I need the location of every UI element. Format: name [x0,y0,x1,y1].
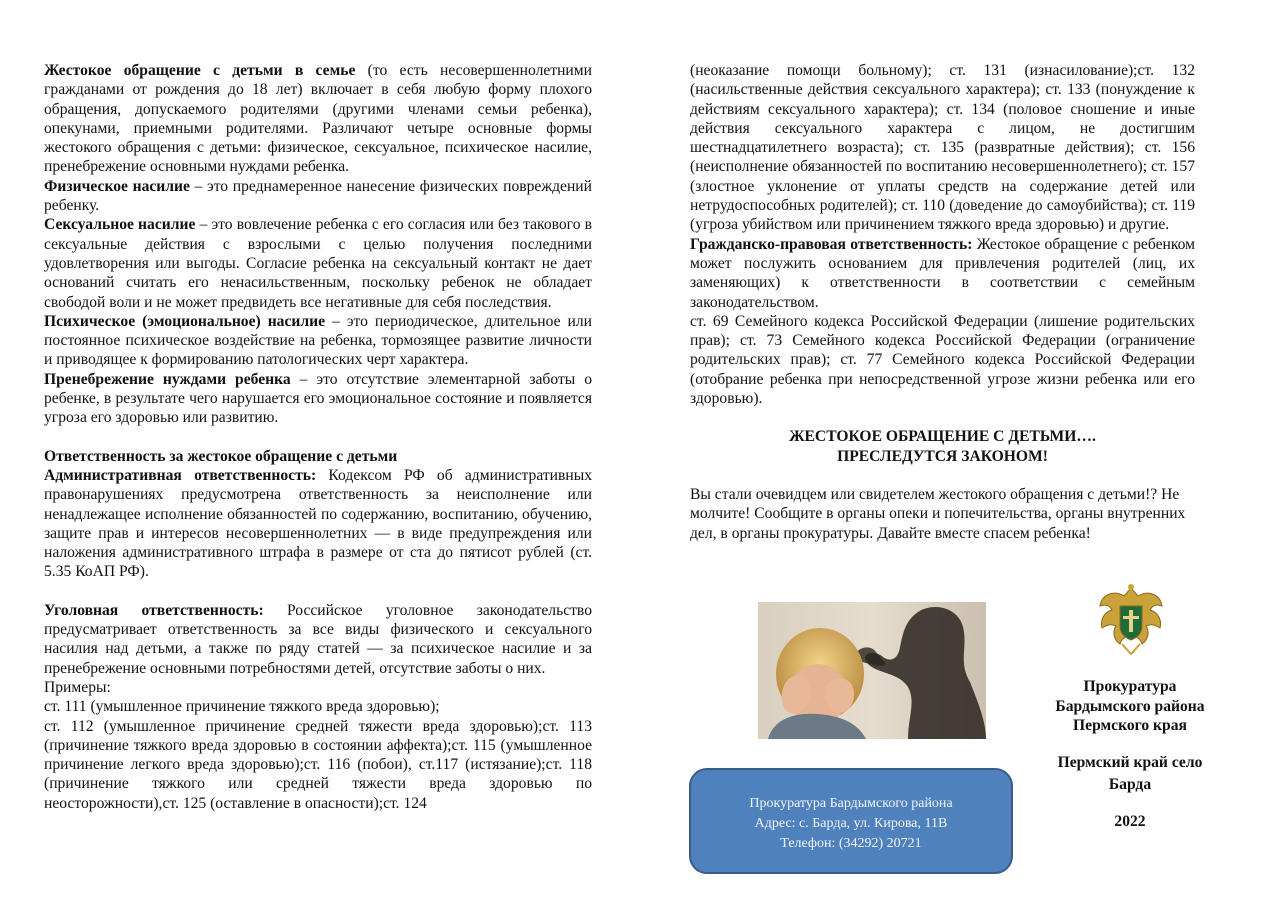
paragraph-psychological: Психическое (эмоциональное) насилие – это периодическое, длительное или постоянное психическое воздействие на ребенка, тормозящее развитие личности и приводящее к формированию патологических черт характера. [44,312,592,369]
term-civil: Гражданско-правовая ответственность: [690,235,973,253]
term-physical: Физическое насилие [44,177,190,195]
org-name: Прокуратура Бардымского района Пермского края [1055,678,1205,734]
term-criminal: Уголовная ответственность: [44,601,264,619]
articles-continuation: (неоказание помощи больному); ст. 131 (изнасилование);ст. 132 (насильственные действия сексуального характера); ст. 133 (понуждение к действиям сексуального характера); ст. 134 (половое сношение и иные действия сексуального характера с лицом, не достигшим шестнадцатилетнего возраста); ст. 135 (развратные действия); ст. 156 (неисполнение обязанностей по воспитанию несовершеннолетнего); ст. 157 (злостное уклонение от уплаты средств на содержание детей или нетрудоспособных родителей); ст. 110 (доведение до самоубийства); ст. 119 (угроза убийством или причинением тяжкого вреда здоровью) и другие. [690,62,1195,234]
examples-label: Примеры: [44,678,111,696]
article-111: ст. 111 (умышленное причинение тяжкого вреда здоровью); [44,698,440,716]
paragraph-neglect: Пренебрежение нуждами ребенка – это отсутствие элементарной заботы о ребенке, в результате чего нарушается его эмоциональное состояние и появляется угроза его здоровью или развитию. [44,370,593,427]
left-column [44,61,592,813]
family-code-articles: ст. 69 Семейного кодекса Российской Федерации (лишение родительских прав); ст. 73 Семейного кодекса Российской Федерации (ограничение родительских прав); ст. 77 Семейного кодекса Российской Федерации (отобрание ребенка при непосредственной угрозе жизни ребенка или его здоровью). [690,312,1195,408]
term-admin: Административная ответственность: [44,466,317,484]
paragraph-sexual: Сексуальное насилие – это вовлечение ребенка с его согласия или без такового в сексуальные действия с взрослыми с целью получения последними удовлетворения или выгоды. Согласие ребенка на сексуальный контакт не дает оснований считать его ненасильственным, поскольку ребенок не обладает свободой воли и не может предвидеть все негативные для себя последствия. [44,216,592,311]
contact-box [689,768,1013,874]
term-abuse: Жестокое обращение с детьми в семье [44,62,356,79]
paragraph-criminal: Уголовная ответственность: Российское уголовное законодательство предусматривает ответственность за все виды физического и сексуального насилия над детьми, а также по ряду статей — за психическое насилие и за пренебрежение основными потребностями детей, отсутствие заботы о них. [44,601,592,677]
paragraph-admin: Административная ответственность: Кодексом РФ об административных правонарушениях предусмотрена ответственность за неисполнение или ненадлежащее исполнение обязанностей по содержанию, воспитанию, обучению, защите прав и интересов несовершеннолетних — в виде предупреждения или наложения административного штрафа в размере от ста до пятисот рублей (ст. 5.35 КоАП РФ). [44,466,592,581]
responsibility-heading: Ответственность за жестокое обращение с детьми [44,447,398,465]
right-column [690,61,1195,543]
article-112-list: ст. 112 (умышленное причинение средней тяжести вреда здоровью);ст. 113 (причинение тяжкого вреда здоровью в состоянии аффекта);ст. 115 (умышленное причинение легкого вреда здоровью);ст. 116 (побои), ст.117 (истязание);ст. 118 (причинение тяжкого или средней тяжести вреда здоровью по неосторожности),ст. 125 (оставление в опасности);ст. 124 [44,717,592,812]
term-neglect: Пренебрежение нуждами ребенка [44,370,291,388]
contact-org: Прокуратура Бардымского района [749,796,953,811]
paragraph-civil: Гражданско-правовая ответственность: Жестокое обращение с ребенком может послужить основанием для привлечения родителей (лиц, их заменяющих) к ответственности в соответствии с семейным законодательством. [690,235,1195,311]
term-sexual: Сексуальное насилие [44,216,196,234]
appeal-text: Вы стали очевидцем или свидетелем жестокого обращения с детьми!? Не молчите! Сообщите в органы опеки и попечительства, органы внутренних дел, в органы прокуратуры. Давайте вместе спасем ребенка! [690,485,1186,542]
headline: ЖЕСТОКОЕ ОБРАЩЕНИЕ С ДЕТЬМИ…. ПРЕСЛЕДУТСЯ ЗАКОНОМ! [789,428,1096,465]
contact-address: Адрес: с. Барда, ул. Кирова, 11В [754,816,948,831]
org-year: 2022 [1114,813,1146,830]
contact-phone: Телефон: (34292) 20721 [780,836,922,851]
org-place: Пермский край село Барда [1057,754,1203,793]
child-covering-face-photo [758,602,986,739]
paragraph-abuse-definition: Жестокое обращение с детьми в семье (то есть несовершеннолетними гражданами от рождения до 18 лет) включает в себя любую форму плохого обращения, допускаемого родителями (другими членами семьи ребенка), опекунами, приемными родителями. Различают четыре основные формы жестокого обращения с детьми: физическое, сексуальное, психическое насилие, пренебрежение основными нуждами ребенка. [44,62,592,176]
paragraph-physical: Физическое насилие – это преднамеренное нанесение физических повреждений ребенку. [44,177,592,215]
term-psychological: Психическое (эмоциональное) насилие [44,312,326,330]
prosecutor-emblem-icon [1096,582,1166,658]
